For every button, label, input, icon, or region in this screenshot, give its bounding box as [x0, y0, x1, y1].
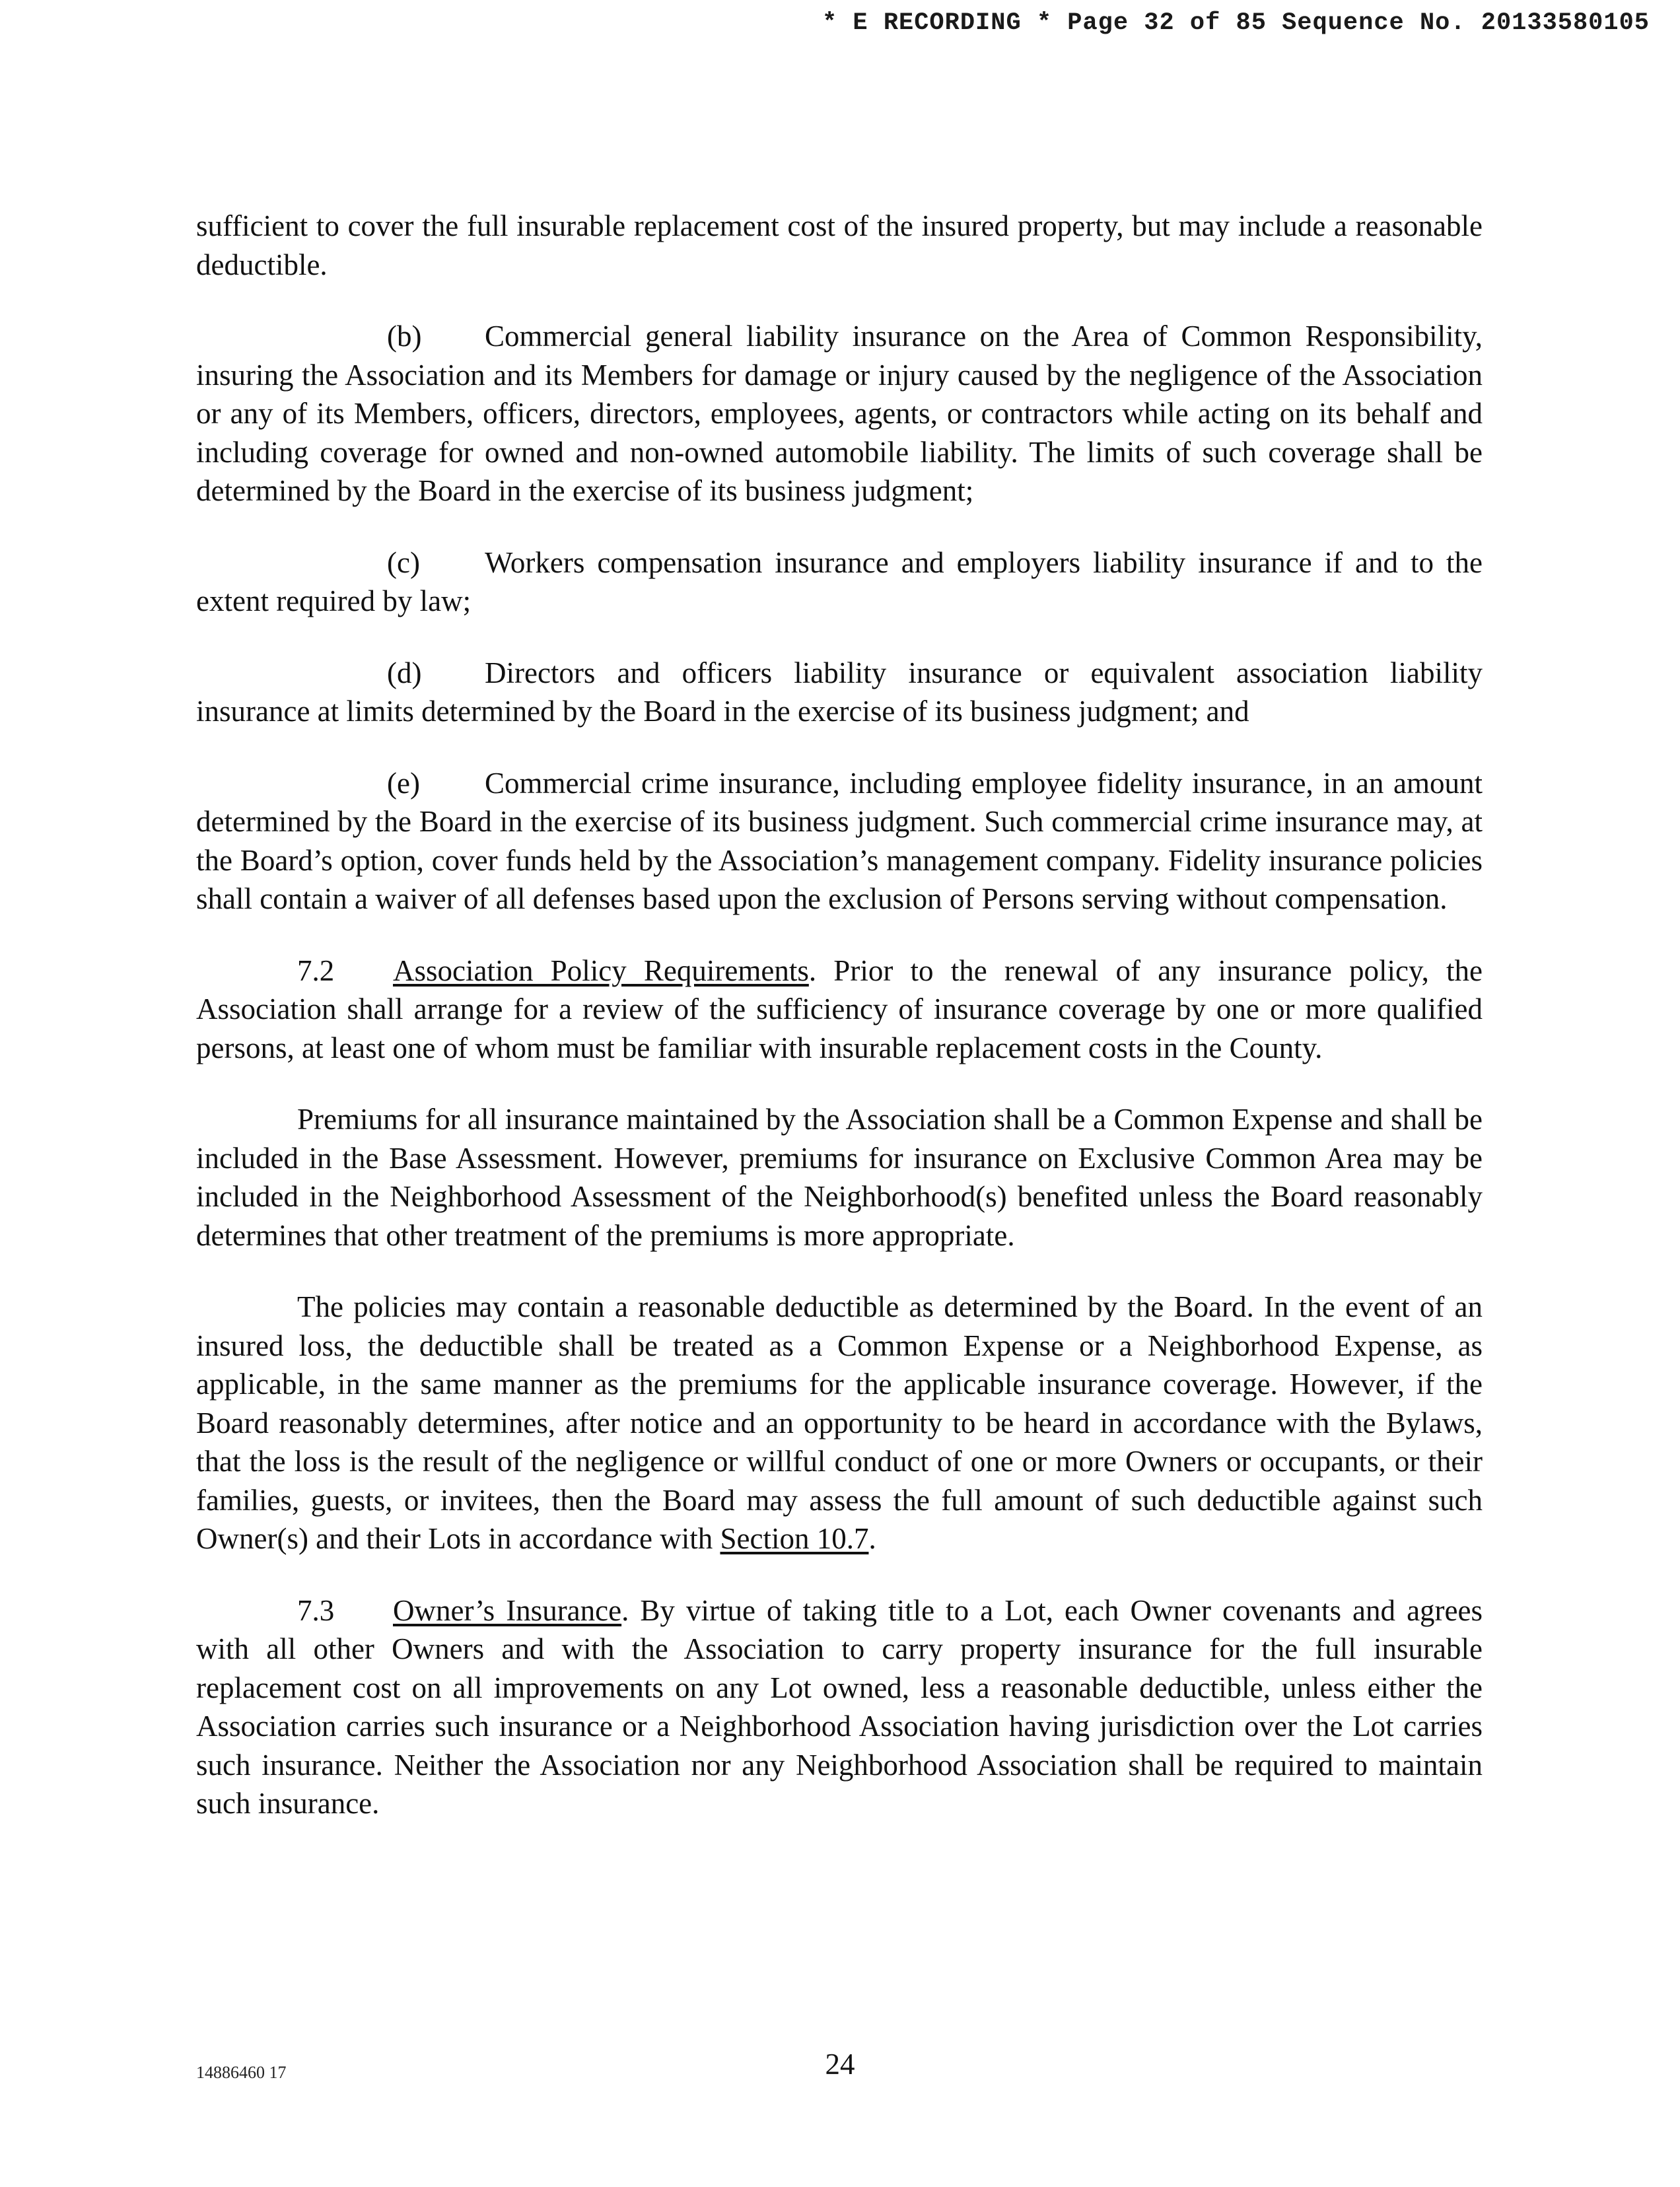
section-7-2-title: Association Policy Requirements: [393, 954, 809, 987]
policies-paragraph: [196, 1288, 1483, 1558]
section-7-3-number: 7.3: [297, 1593, 335, 1627]
clause-b-text: Commercial general liability insurance on the Area of Common Responsibility, insuring the Association and its Members for damage or injury caused by the negligence of the Association or any of its Members, officers, directors, employees, agents, or contractors while acting on its behalf and including coverage for owned and non-owned automobile liability. The limits of such coverage shall be determined by the Board in the exercise of its business judgment;: [196, 320, 1483, 507]
document-id: 14886460 17: [196, 2063, 287, 2082]
section-7-2: [196, 952, 1483, 1068]
section-7-2-number: 7.2: [297, 954, 335, 987]
clause-b: [196, 317, 1483, 510]
section-7-3-title: Owner’s Insurance: [393, 1593, 622, 1627]
section-10-7-reference: Section 10.7: [720, 1522, 869, 1555]
document-body: [196, 207, 1483, 1823]
recording-header: * E RECORDING * Page 32 of 85 Sequence No. 20133580105: [822, 9, 1650, 37]
premiums-text: Premiums for all insurance maintained by the Association shall be a Common Expense and shall be included in the Base Assessment. However, premiums for insurance on Exclusive Common Area may be included in the Neighborhood Assessment of the Neighborhood(s) benefited unless the Board reasonably determines that other treatment of the premiums is more appropriate.: [196, 1103, 1483, 1252]
clause-e-text: Commercial crime insurance, including employee fidelity insurance, in an amount determined by the Board in the exercise of its business judgment. Such commercial crime insurance may, at the Board’s option, cover funds held by the Association’s management company. Fidelity insurance policies shall contain a waiver of all defenses based upon the exclusion of Persons serving without compensation.: [196, 766, 1483, 915]
clause-e: [196, 764, 1483, 919]
premiums-paragraph: [196, 1100, 1483, 1255]
policies-text: The policies may contain a reasonable deductible as determined by the Board. In the event of an insured loss, the deductible shall be treated as a Common Expense or a Neighborhood Expense, as applicable, in the same manner as the premiums for the applicable insurance coverage. However, if the Board reasonably determines, after notice and an opportunity to be heard in accordance with the Bylaws, that the loss is the result of the negligence or willful conduct of one or more Owners or occupants, or their families, guests, or invitees, then the Board may assess the full amount of such deductible against such Owner(s) and their Lots in accordance with: [196, 1290, 1483, 1555]
clause-d-text: Directors and officers liability insurance or equivalent association liability insurance at limits determined by the Board in the exercise of its business judgment; and: [196, 656, 1483, 728]
clause-e-label: (e): [387, 766, 420, 800]
paragraph-continuation: sufficient to cover the full insurable replacement cost of the insured property, but may include a reasonable deductible.: [196, 209, 1483, 281]
page-number: 24: [825, 2048, 855, 2081]
section-7-2-text: . Prior to the renewal of any insurance policy, the Association shall arrange for a review of the sufficiency of insurance coverage by one or more qualified persons, at least one of whom must be familiar with insurable replacement costs in the County.: [196, 954, 1483, 1064]
clause-c: [196, 543, 1483, 621]
section-7-3: [196, 1591, 1483, 1823]
clause-b-label: (b): [387, 320, 422, 353]
clause-c-label: (c): [387, 545, 420, 579]
clause-d: [196, 654, 1483, 731]
policies-end: .: [868, 1522, 876, 1555]
clause-d-label: (d): [387, 656, 422, 689]
clause-c-text: Workers compensation insurance and employers liability insurance if and to the extent required by law;: [196, 545, 1483, 617]
section-7-3-text: . By virtue of taking title to a Lot, each Owner covenants and agrees with all other Owners and with the Association to carry property insurance for the full insurable replacement cost on all improvements on any Lot owned, less a reasonable deductible, unless either the Association carries such insurance or a Neighborhood Association having jurisdiction over the Lot carries such insurance. Neither the Association nor any Neighborhood Association shall be required to maintain such insurance.: [196, 1593, 1483, 1820]
